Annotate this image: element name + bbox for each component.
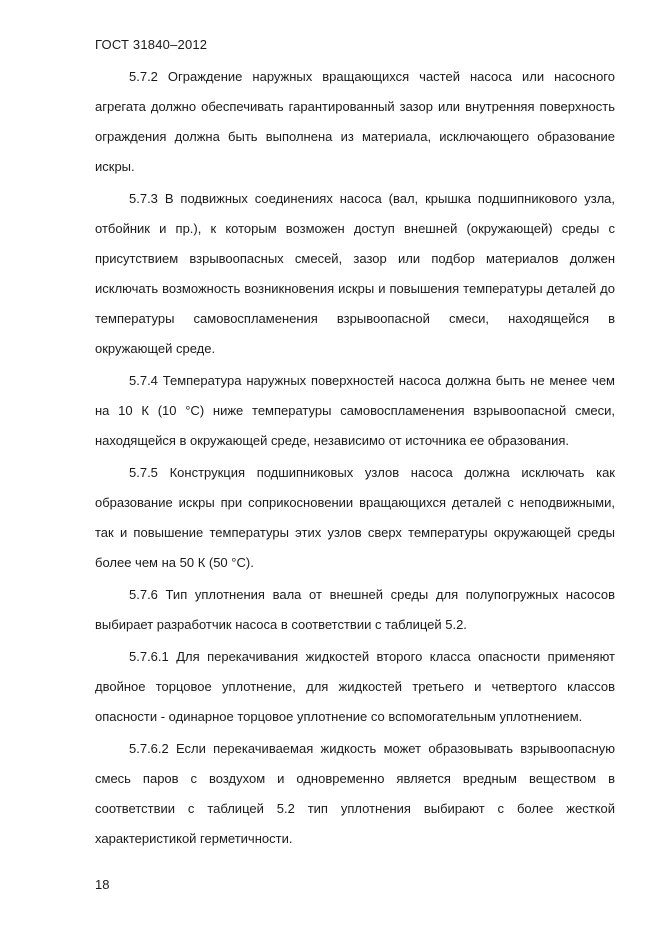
document-body bbox=[95, 62, 615, 856]
paragraph-5-7-4: 5.7.4 Температура наружных поверхностей насоса должна быть не менее чем на 10 К (10 °С) ниже температуры самовоспламенения взрывоопасной смеси, находящейся в окружающей среде, независимо от источника ее образования. bbox=[95, 373, 615, 448]
paragraph-5-7-6-2: 5.7.6.2 Если перекачиваемая жидкость может образовывать взрывоопасную смесь паров с воздухом и одновременно является вредным веществом в соответствии с таблицей 5.2 тип уплотнения выбирают с более жесткой характеристикой герметичности. bbox=[95, 741, 615, 846]
paragraph-5-7-5: 5.7.5 Конструкция подшипниковых узлов насоса должна исключать как образование искры при соприкосновении вращающихся деталей с неподвижными, так и повышение температуры этих узлов сверх температуры окружающей среды более чем на 50 К (50 °С). bbox=[95, 465, 615, 570]
paragraph-5-7-6: 5.7.6 Тип уплотнения вала от внешней среды для полупогружных насосов выбирает разработчик насоса в соответствии с таблицей 5.2. bbox=[95, 587, 615, 632]
paragraph-5-7-2: 5.7.2 Ограждение наружных вращающихся частей насоса или насосного агрегата должно обеспечивать гарантированный зазор или внутренняя поверхность ограждения должна быть выполнена из материала, исключающего образование искры. bbox=[95, 69, 615, 174]
paragraph-5-7-6-1: 5.7.6.1 Для перекачивания жидкостей второго класса опасности применяют двойное торцовое уплотнение, для жидкостей третьего и четвертого классов опасности - одинарное торцовое уплотнение со вспомогательным уплотнением. bbox=[95, 649, 615, 724]
page-number: 18 bbox=[95, 877, 110, 892]
paragraph-5-7-3: 5.7.3 В подвижных соединениях насоса (вал, крышка подшипникового узла, отбойник и пр.), к которым возможен доступ внешней (окружающей) среды с присутствием взрывоопасных смесей, зазор или подбор материалов должен исключать возможность возникновения искры и повышения температуры деталей до температуры самовоспламенения взрывоопасной смеси, находящейся в окружающей среде. bbox=[95, 191, 615, 356]
document-header: ГОСТ 31840–2012 bbox=[95, 37, 208, 52]
